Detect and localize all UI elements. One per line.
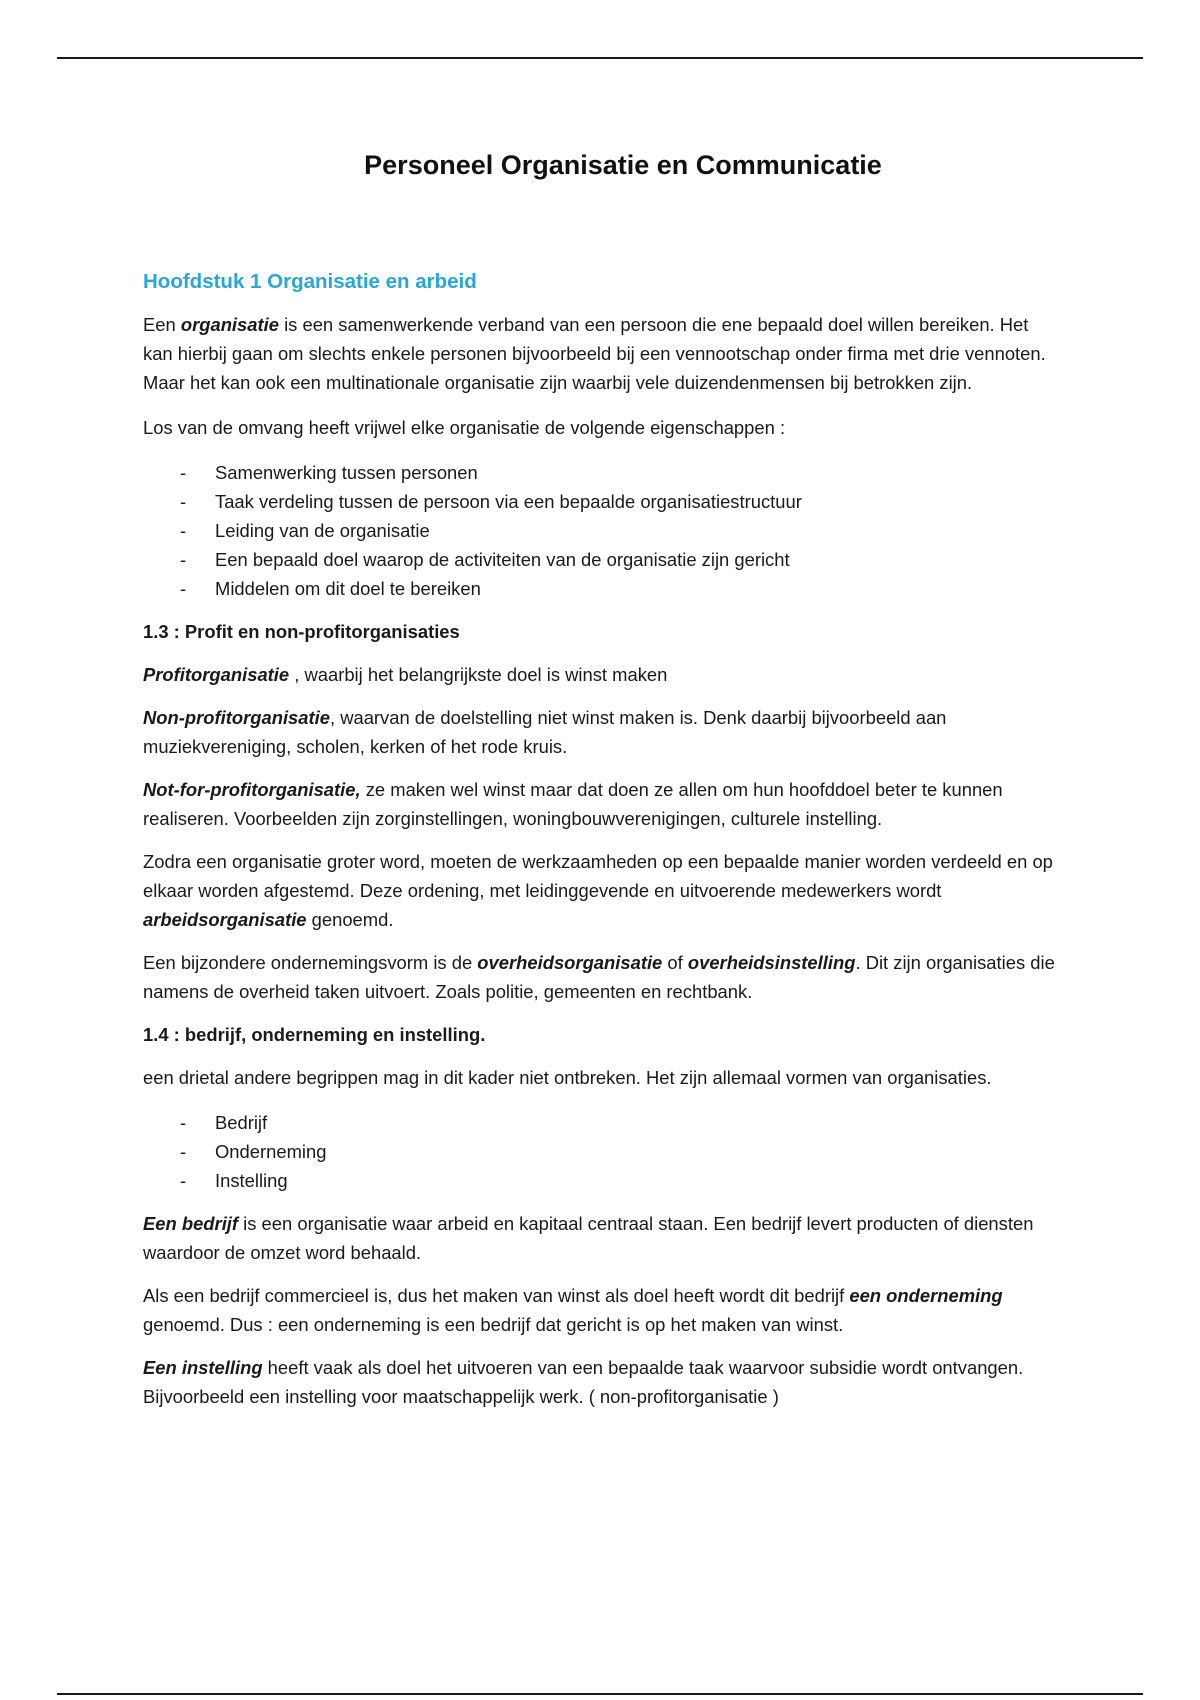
- top-rule: [57, 57, 1143, 59]
- list-eigenschappen: [143, 458, 1063, 603]
- term-nonprofit: Non-profitorganisatie: [143, 707, 330, 728]
- list-item: - Taak verdeling tussen de persoon via een bepaalde organisatiestructuur: [143, 487, 1063, 516]
- term-bedrijf: Een bedrijf: [143, 1213, 239, 1234]
- list-item: - Instelling: [143, 1166, 1063, 1195]
- paragraph-notforprofit: Not-for-profitorganisatie, ze maken wel winst maar dat doen ze allen om hun hoofddoel beter te kunnen realiseren. Voorbeelden zijn zorginstellingen, woningbouwverenigingen, culturele instelling.: [143, 779, 1003, 829]
- paragraph-eigenschappen: Los van de omvang heeft vrijwel elke organisatie de volgende eigenschappen :: [143, 417, 786, 438]
- paragraph-nonprofit: Non-profitorganisatie, waarvan de doelstelling niet winst maken is. Denk daarbij bijvoorbeeld aan muziekvereniging, scholen, kerken of het rode kruis.: [143, 707, 947, 757]
- term-overheidsorganisatie: overheidsorganisatie: [477, 952, 663, 973]
- list-item: - Leiding van de organisatie: [143, 516, 1063, 545]
- paragraph-organisatie: Een organisatie is een samenwerkende verband van een persoon die ene bepaald doel willen bereiken. Het kan hierbij gaan om slechts enkele personen bijvoorbeeld bij een vennootschap onder firma met drie vennoten. Maar het kan ook een multinationale organisatie zijn waarbij vele duizendenmensen bij betrokken zijn.: [143, 314, 1046, 393]
- paragraph-bedrijf: Een bedrijf is een organisatie waar arbeid en kapitaal centraal staan. Een bedrijf levert producten of diensten waardoor de omzet word behaald.: [143, 1213, 1034, 1263]
- paragraph-profit: Profitorganisatie , waarbij het belangrijkste doel is winst maken: [143, 664, 668, 685]
- paragraph-overheid: Een bijzondere ondernemingsvorm is de overheidsorganisatie of overheidsinstelling. Dit zijn organisaties die namens de overheid taken uitvoert. Zoals politie, gemeenten en rechtbank.: [143, 952, 1055, 1002]
- term-instelling: Een instelling: [143, 1357, 263, 1378]
- paragraph-instelling: Een instelling heeft vaak als doel het uitvoeren van een bepaalde taak waarvoor subsidie wordt ontvangen. Bijvoorbeeld een instelling voor maatschappelijk werk. ( non-profitorganisatie ): [143, 1357, 1024, 1407]
- term-notforprofit: Not-for-profitorganisatie,: [143, 779, 361, 800]
- section-heading-1-4: 1.4 : bedrijf, onderneming en instelling.: [143, 1024, 486, 1045]
- chapter-heading: Hoofdstuk 1 Organisatie en arbeid: [143, 270, 477, 293]
- section-heading-1-3: 1.3 : Profit en non-profitorganisaties: [143, 621, 460, 642]
- list-begrippen: [143, 1108, 1063, 1195]
- document-page: [143, 143, 1063, 1411]
- list-item: - Samenwerking tussen personen: [143, 458, 1063, 487]
- bottom-rule: [57, 1693, 1143, 1695]
- list-item: - Bedrijf: [143, 1108, 1063, 1137]
- paragraph-onderneming: Als een bedrijf commercieel is, dus het maken van winst als doel heeft wordt dit bedrijf een onderneming genoemd. Dus : een onderneming is een bedrijf dat gericht is op het maken van winst.: [143, 1285, 1003, 1335]
- list-item: - Middelen om dit doel te bereiken: [143, 574, 1063, 603]
- term-onderneming: een onderneming: [849, 1285, 1003, 1306]
- term-arbeidsorganisatie: arbeidsorganisatie: [143, 909, 307, 930]
- term-organisatie: organisatie: [180, 314, 279, 335]
- list-item: - Een bepaald doel waarop de activiteiten van de organisatie zijn gericht: [143, 545, 1063, 574]
- list-item: - Onderneming: [143, 1137, 1063, 1166]
- paragraph-arbeidsorganisatie: Zodra een organisatie groter word, moeten de werkzaamheden op een bepaalde manier worden verdeeld en op elkaar worden afgestemd. Deze ordening, met leidinggevende en uitvoerende medewerkers wordt arbeidsorganisatie genoemd.: [143, 851, 1053, 930]
- paragraph-drietal: een drietal andere begrippen mag in dit kader niet ontbreken. Het zijn allemaal vormen van organisaties.: [143, 1067, 992, 1088]
- document-title: Personeel Organisatie en Communicatie: [364, 150, 882, 180]
- term-profit: Profitorganisatie: [143, 664, 290, 685]
- term-overheidsinstelling: overheidsinstelling: [687, 952, 856, 973]
